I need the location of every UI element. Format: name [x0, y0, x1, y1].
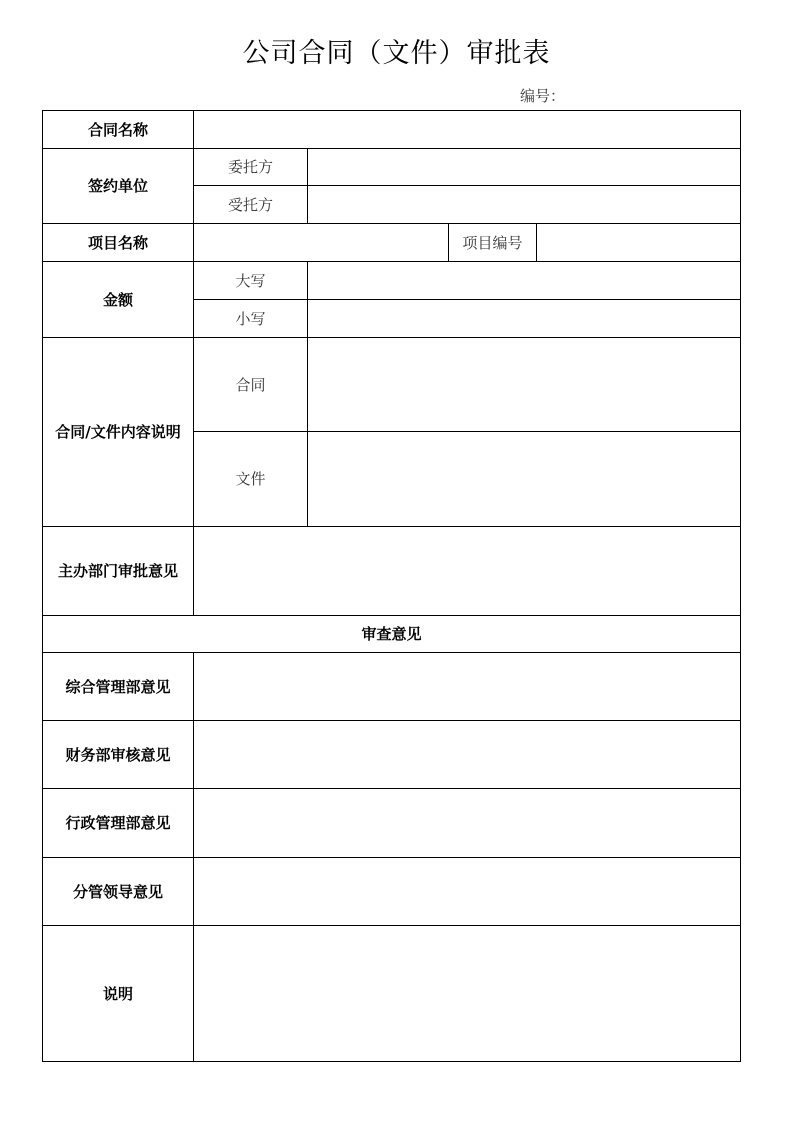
project-name-label: 项目名称: [43, 224, 194, 262]
notes-field[interactable]: [194, 926, 741, 1062]
project-number-label: 项目编号: [449, 224, 537, 262]
contract-label: 合同: [194, 338, 308, 432]
amount-label: 金额: [43, 262, 194, 338]
contract-name-label: 合同名称: [43, 111, 194, 149]
executive-mgmt-opinion-field[interactable]: [194, 789, 741, 858]
finance-opinion-field[interactable]: [194, 721, 741, 789]
contract-name-field[interactable]: [194, 111, 741, 149]
serial-number-label: 编号：: [520, 87, 566, 105]
amount-upper-label: 大写: [194, 262, 308, 300]
finance-opinion-label: 财务部审核意见: [43, 721, 194, 789]
host-dept-opinion-field[interactable]: [194, 527, 741, 616]
amount-upper-field[interactable]: [308, 262, 741, 300]
project-number-field[interactable]: [537, 224, 741, 262]
approval-form-table: [42, 110, 741, 1062]
leader-opinion-field[interactable]: [194, 858, 741, 926]
form-title: 公司合同（文件）审批表: [242, 38, 551, 69]
content-description-label: 合同/文件内容说明: [43, 338, 194, 527]
entrusted-party-field[interactable]: [308, 186, 741, 224]
amount-lower-field[interactable]: [308, 300, 741, 338]
parties-label: 签约单位: [43, 149, 194, 224]
review-opinions-header: 审查意见: [43, 616, 741, 653]
host-dept-opinion-label: 主办部门审批意见: [43, 527, 194, 616]
leader-opinion-label: 分管领导意见: [43, 858, 194, 926]
notes-label: 说明: [43, 926, 194, 1062]
project-name-field[interactable]: [194, 224, 449, 262]
entrusting-party-label: 委托方: [194, 149, 308, 186]
file-label: 文件: [194, 432, 308, 527]
admin-mgmt-opinion-label: 综合管理部意见: [43, 653, 194, 721]
admin-mgmt-opinion-field[interactable]: [194, 653, 741, 721]
executive-mgmt-opinion-label: 行政管理部意见: [43, 789, 194, 858]
amount-lower-label: 小写: [194, 300, 308, 338]
entrusting-party-field[interactable]: [308, 149, 741, 186]
contract-field[interactable]: [308, 338, 741, 432]
file-field[interactable]: [308, 432, 741, 527]
entrusted-party-label: 受托方: [194, 186, 308, 224]
